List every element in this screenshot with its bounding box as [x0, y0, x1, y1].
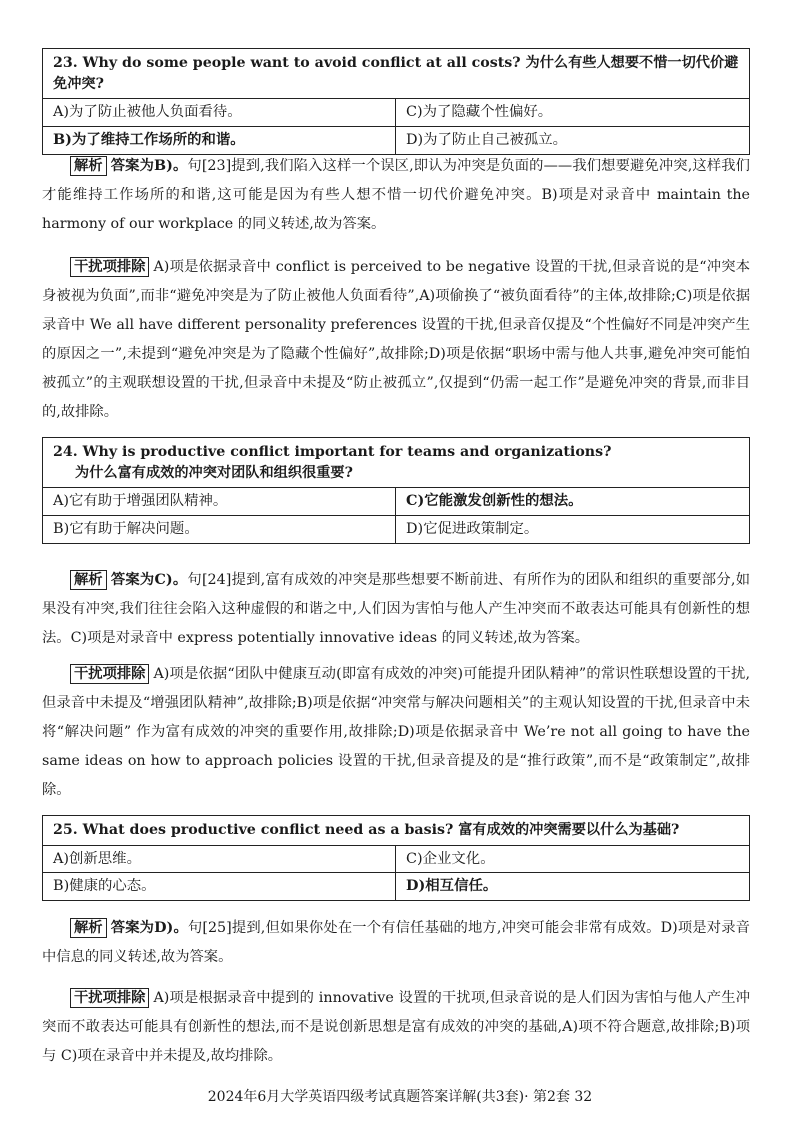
question-24-options	[43, 488, 749, 543]
option-d-correct: D)相互信任。	[406, 877, 498, 895]
distractor-tag: 干扰项排除	[70, 257, 149, 277]
option-a: A)它有助于增强团队精神。	[43, 488, 396, 516]
option-b: B)它有助于解决问题。	[43, 516, 396, 543]
analysis-text: 句[24]提到,富有成效的冲突是那些想要不断前进、有所作为的团队和组织的重要部分,如果没有冲突,我们往往会陷入这种虚假的和谐之中,人们因为害怕与他人产生冲突而不敢表达可能具有创新性的想法。C)项是对录音中 express potentially innovative ideas 的同义转述,故为答案。	[42, 572, 750, 646]
option-c-correct: C)它能激发创新性的想法。	[396, 488, 749, 516]
option-c: C)企业文化。	[396, 846, 749, 874]
question-24-title-en: 24. Why is productive conflict important for teams and organizations?	[53, 444, 612, 460]
question-23-options	[43, 99, 749, 154]
analysis-tag: 解析	[70, 570, 107, 590]
page-footer: 2024年6月大学英语四级考试真题答案详解(共3套)· 第2套 32	[207, 1089, 593, 1105]
analysis-text: 句[23]提到,我们陷入这样一个误区,即认为冲突是负面的——我们想要避免冲突,这样我们才能维持工作场所的和谐,这可能是因为有些人想不惜一切代价避免冲突。B)项是对录音中 maintain the harmony of our workplace 的同义转述,故为答案。	[42, 158, 750, 232]
distractor-tag: 干扰项排除	[70, 988, 149, 1008]
question-24-box	[42, 437, 750, 544]
analysis-24	[42, 566, 750, 653]
distractor-text: A)项是根据录音中提到的 innovative 设置的干扰项,但录音说的是人们因为害怕与他人产生冲突而不敢表达可能具有创新性的想法,而不是说创新思想是富有成效的冲突的基础,A)项不符合题意,故排除;B)项与 C)项在录音中并未提及,故均排除。	[42, 990, 750, 1064]
option-c: C)为了隐藏个性偏好。	[396, 99, 749, 127]
question-23-box	[42, 48, 750, 155]
distractor-24	[42, 660, 750, 805]
question-24-title-cn: 为什么富有成效的冲突对团队和组织很重要?	[75, 464, 353, 481]
question-25-title: 25. What does productive conflict need as a basis? 富有成效的冲突需要以什么为基础?	[43, 816, 749, 846]
distractor-tag: 干扰项排除	[70, 664, 149, 684]
answer-statement: 答案为D)。	[110, 920, 188, 936]
distractor-text: A)项是依据录音中 conflict is perceived to be negative 设置的干扰,但录音说的是“冲突本身被视为负面”,而非“避免冲突是为了防止被他人负面看待”,A)项偷换了“被负面看待”的主体,故排除;C)项是依据录音中 We all have different personality preferences 设置的干扰,但录音仅提及“个性偏好不同是冲突产生的原因之一”,未提到“避免冲突是为了隐藏个性偏好”,故排除;D)项是依据“职场中需与他人共事,避免冲突可能怕被孤立”的主观联想设置的干扰,但录音中未提及“防止被孤立”,仅提到“仍需一起工作”是避免冲突的背景,而非目的,故排除。	[42, 259, 750, 420]
distractor-23	[42, 253, 750, 427]
option-d: D)为了防止自己被孤立。	[406, 132, 568, 149]
option-b: B)健康的心态。	[43, 873, 396, 900]
option-d: D)它促进政策制定。	[406, 521, 539, 538]
distractor-text: A)项是依据“团队中健康互动(即富有成效的冲突)可能提升团队精神”的常识性联想设置的干扰,但录音中未提及“增强团队精神”,故排除;B)项是依据“冲突常与解决问题相关”的主观认知设置的干扰,但录音中未将“解决问题” 作为富有成效的冲突的重要作用,故排除;D)项是依据录音中 We’re not all going to have the same ideas on how to approach policies 设置的干扰,但录音提及的是“推行政策”,而不是“政策制定”,故排除。	[42, 666, 750, 798]
analysis-23	[42, 152, 750, 239]
question-25-box	[42, 815, 750, 901]
analysis-tag: 解析	[70, 918, 107, 938]
analysis-text: 句[25]提到,但如果你处在一个有信任基础的地方,冲突可能会非常有成效。D)项是对录音中信息的同义转述,故为答案。	[42, 920, 750, 965]
distractor-25	[42, 984, 750, 1071]
question-25-options	[43, 846, 749, 901]
option-b-correct: B)为了维持工作场所的和谐。	[43, 127, 396, 154]
answer-statement: 答案为C)。	[110, 572, 188, 588]
question-24-title	[43, 438, 749, 488]
question-23-title: 23. Why do some people want to avoid conflict at all costs? 为什么有些人想要不惜一切代价避免冲突?	[43, 49, 749, 99]
analysis-tag: 解析	[70, 156, 107, 176]
option-a: A)为了防止被他人负面看待。	[43, 99, 396, 127]
option-a: A)创新思维。	[43, 846, 396, 874]
analysis-25	[42, 914, 750, 972]
answer-statement: 答案为B)。	[110, 158, 188, 174]
